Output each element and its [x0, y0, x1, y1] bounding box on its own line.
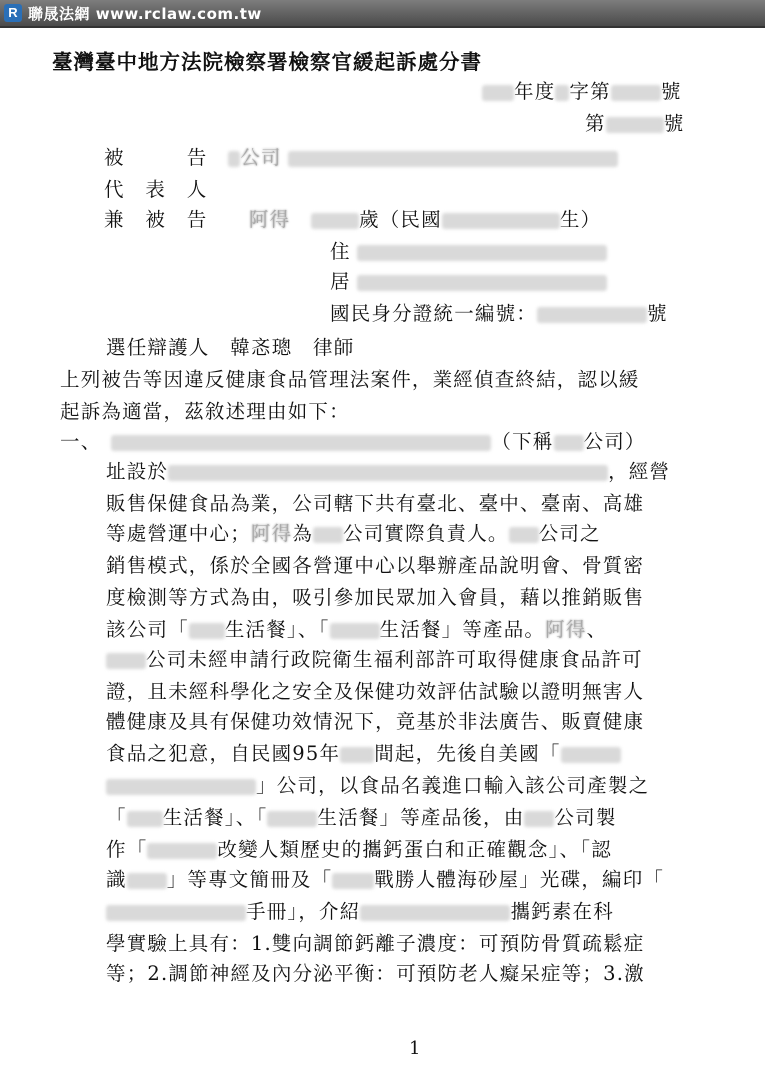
site-logo-icon: R — [4, 4, 22, 22]
address-row-2: 居 — [330, 270, 607, 294]
body-line-8: 公司未經申請行政院衛生福利部許可取得健康食品許可 — [106, 648, 643, 672]
case-number-line2: 第 號 — [585, 112, 685, 135]
defendant-row: 被 告 公司 — [104, 146, 618, 170]
site-brand[interactable] — [4, 3, 262, 23]
case-number-line1: 年度 字第 號 — [482, 80, 682, 104]
intro-line-1: 上列被告等因違反健康食品管理法案件，業經偵查終結，認以緩 — [60, 368, 640, 391]
representative-row: 代 表 人 — [104, 178, 208, 201]
intro-line-2: 起訴為適當，茲敘述理由如下： — [60, 400, 350, 423]
site-name: 聯晟法網 www.rclaw.com.tw — [28, 4, 262, 23]
body-line-18: 等；2.調節神經及內分泌平衡：可預防老人癡呆症等；3.激 — [106, 962, 645, 985]
defendant-company-name: 公司 — [240, 146, 282, 169]
id-number-row: 國民身分證統一編號： 號 — [330, 302, 668, 325]
body-line-4: 等處營運中心；阿得為 公司實際負責人。 公司之 — [106, 522, 601, 545]
body-line-15: 識 」等專文簡冊及「 戰勝人體海砂屋」光碟，編印「 — [106, 868, 665, 891]
body-line-10: 體健康及具有保健功效情況下，竟基於非法廣告、販賣健康 — [106, 710, 645, 733]
page-number: 1 — [409, 1038, 421, 1059]
item1-line-1: 一、 （下稱 公司） — [60, 430, 646, 453]
body-line-7: 該公司「 生活餐」、「 生活餐」等產品。阿得、 — [106, 618, 608, 641]
co-defendant-name: 阿得 — [248, 208, 291, 231]
address-row-1: 住 — [330, 240, 607, 264]
body-line-2: 址設於 ，經營 — [106, 460, 671, 483]
body-line-3: 販售保健食品為業，公司轄下共有臺北、臺中、臺南、高雄 — [106, 492, 645, 515]
defense-counsel: 選任辯護人 韓忞璁 律師 — [106, 336, 355, 359]
body-line-5: 銷售模式，係於全國各營運中心以舉辦產品說明會、骨質密 — [106, 554, 645, 577]
body-line-12: 」公司，以食品名義進口輸入該公司產製之 — [106, 774, 649, 798]
body-line-6: 度檢測等方式為由，吸引參加民眾加入會員，藉以推銷販售 — [106, 586, 645, 609]
body-line-13: 「 生活餐」、「 生活餐」等產品後，由 公司製 — [106, 806, 617, 829]
co-defendant-row: 兼 被 告 阿得 歲（民國 生） — [104, 208, 602, 231]
body-line-14: 作「 改變人類歷史的攜鈣蛋白和正確觀念」、「認 — [106, 838, 612, 861]
site-header-bar — [0, 0, 765, 28]
body-line-11: 食品之犯意，自民國95年 間起，先後自美國「 — [106, 742, 621, 766]
body-line-9: 證，且未經科學化之安全及保健功效評估試驗以證明無害人 — [106, 680, 645, 703]
body-line-16: 手冊」，介紹 攜鈣素在科 — [106, 900, 614, 924]
body-line-17: 學實驗上具有：1.雙向調節鈣離子濃度：可預防骨質疏鬆症 — [106, 932, 645, 955]
document-title: 臺灣臺中地方法院檢察署檢察官緩起訴處分書 — [52, 50, 482, 74]
